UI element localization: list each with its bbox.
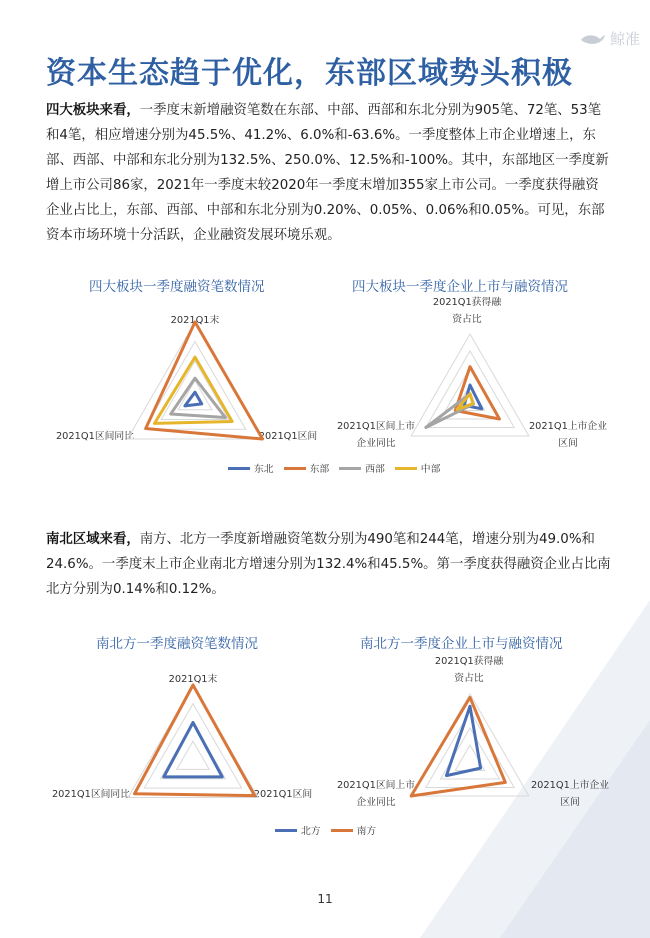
whale-icon — [580, 31, 606, 47]
chart-4-radar — [370, 690, 570, 802]
chart-4-axis-label-right: 2021Q1上市企业区间 — [530, 780, 610, 808]
chart-3-radar — [93, 680, 293, 805]
chart-4-title: 南北方一季度企业上市与融资情况 — [360, 636, 563, 652]
chart-2-radar — [370, 330, 570, 442]
section-1-lead: 四大板块来看， — [46, 103, 140, 118]
chart-3-axis-label-right: 2021Q1区间 — [253, 789, 313, 800]
section-2-lead: 南北区域来看， — [46, 532, 140, 547]
chart-1-legend — [228, 461, 440, 475]
legend-item-dongbei: 东北 — [228, 461, 274, 475]
brand-name: 鲸准 — [609, 30, 640, 48]
series-北方 — [164, 723, 222, 777]
section-1-body: 一季度末新增融资笔数在东部、中部、西部和东北分别为905笔、72笔、53笔和4笔，相应增速分别为45.5%、41.2%、6.0%和-63.6%。一季度整体上市企业增速上，东部、西部、中部和东北分别为132.5%、250.0%、12.5%和-100%。其中，东部地区一季度新增上市公司86家，2021年一季度末较2020年一季度末增加355家上市公司。一季度获得融资企业占比上，东部、西部、中部和东北分别为0.20%、0.05%、0.06%和0.05%。可见，东部资本市场环境十分活跃，企业融资发展环境乐观。 — [46, 103, 609, 243]
chart-2-axis-label-top: 2021Q1获得融资占比 — [432, 297, 502, 325]
legend-item-beifang: 北方 — [275, 823, 321, 837]
brand-logo — [580, 28, 640, 49]
chart-1-radar — [95, 320, 295, 450]
section-1-paragraph — [46, 98, 611, 248]
legend-item-nanfang: 南方 — [331, 823, 377, 837]
section-2-paragraph — [46, 527, 611, 602]
series-北方 — [446, 706, 480, 775]
section-2-body: 南方、北方一季度新增融资笔数分别为490笔和244笔，增速分别为49.0%和24.6%。一季度末上市企业南北方增速分别为132.4%和45.5%。第一季度获得融资企业占比南北方分别为0.14%和0.12%。 — [46, 532, 611, 597]
chart-3-axis-label-top: 2021Q1末 — [168, 674, 218, 685]
page-title: 资本生态趋于优化，东部区域势头积极 — [46, 56, 573, 91]
chart-1-title: 四大板块一季度融资笔数情况 — [89, 279, 265, 295]
chart-2-axis-label-right: 2021Q1上市企业区间 — [528, 421, 608, 449]
chart-1-axis-label-right: 2021Q1区间 — [258, 431, 318, 442]
legend-item-dongbu: 东部 — [284, 461, 330, 475]
chart-3-axis-label-left: 2021Q1区间同比 — [51, 789, 131, 800]
legend-item-zhongbu: 中部 — [395, 461, 441, 475]
chart-3-legend — [275, 823, 376, 837]
chart-4-axis-label-left: 2021Q1区间上市企业同比 — [336, 780, 416, 808]
chart-3-title: 南北方一季度融资笔数情况 — [96, 636, 258, 652]
page-number: 11 — [317, 892, 333, 906]
series-南方 — [411, 697, 505, 796]
chart-1-axis-label-top: 2021Q1末 — [170, 315, 220, 326]
grid-ring-2 — [161, 723, 226, 779]
chart-2-axis-label-left: 2021Q1区间上市企业同比 — [336, 421, 416, 449]
chart-1-axis-label-left: 2021Q1区间同比 — [55, 431, 135, 442]
chart-4-axis-label-top: 2021Q1获得融资占比 — [434, 656, 504, 684]
chart-2-title: 四大板块一季度企业上市与融资情况 — [352, 279, 568, 295]
legend-item-xibu: 西部 — [339, 461, 385, 475]
